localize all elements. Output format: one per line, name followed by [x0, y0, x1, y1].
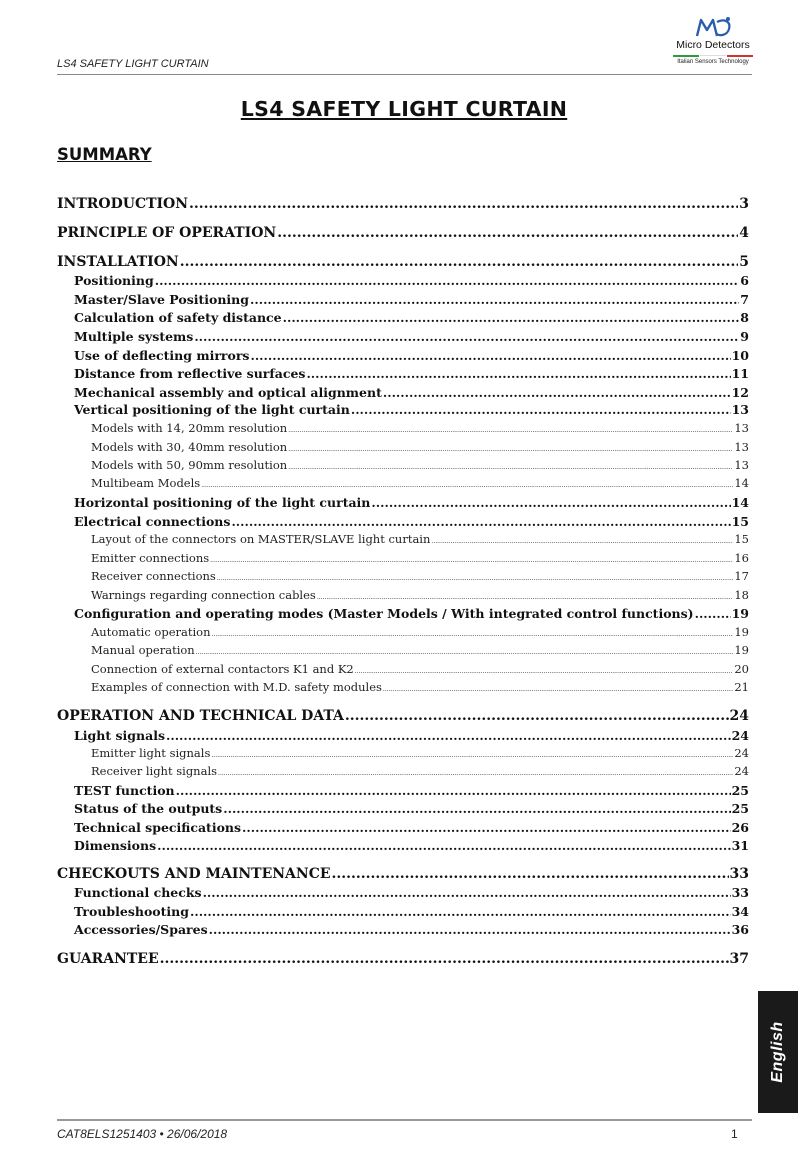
toc-dot-leader: [155, 273, 740, 288]
toc-entry[interactable]: [91, 551, 749, 569]
toc-entry[interactable]: [91, 588, 749, 606]
toc-dot-leader: [351, 402, 731, 417]
toc-entry-title: Models with 50, 90mm resolution: [91, 458, 288, 472]
toc-entry[interactable]: [91, 625, 749, 643]
toc-entry-page: 6: [740, 273, 749, 288]
toc-dot-leader: [217, 575, 734, 582]
toc-entry-page: 14: [734, 476, 749, 490]
toc-entry[interactable]: [74, 385, 749, 403]
toc-dot-leader: [431, 538, 733, 545]
language-tab: [758, 991, 798, 1113]
toc-entry-page: 19: [734, 643, 749, 657]
toc-entry-title: Configuration and operating modes (Master Models / With integrated control functions): [74, 606, 694, 621]
toc-entry-title: TEST function: [74, 783, 175, 798]
toc-entry-title: Accessories/Spares: [74, 922, 208, 937]
toc-dot-leader: [250, 292, 739, 307]
toc-entry-page: 26: [731, 820, 749, 835]
toc-entry-page: 13: [734, 421, 749, 435]
toc-entry[interactable]: [91, 569, 749, 587]
toc-entry-title: Positioning: [74, 273, 154, 288]
toc-dot-leader: [203, 885, 731, 900]
toc-entry-title: GUARANTEE: [57, 951, 159, 967]
toc-entry[interactable]: [74, 292, 749, 310]
toc-entry-title: Emitter connections: [91, 551, 210, 565]
toc-entry-page: 5: [739, 254, 749, 270]
toc-dot-leader: [277, 225, 738, 241]
toc-entry-page: 7: [740, 292, 749, 307]
toc-entry-page: 36: [731, 922, 749, 937]
toc-dot-leader: [212, 631, 734, 638]
toc-dot-leader: [180, 254, 739, 270]
toc-entry-page: 11: [731, 366, 749, 381]
language-tab-label: English: [769, 1021, 786, 1083]
toc-entry-title: OPERATION AND TECHNICAL DATA: [57, 708, 344, 724]
toc-entry[interactable]: [74, 514, 749, 532]
toc-entry-title: Calculation of safety distance: [74, 310, 282, 325]
toc-dot-leader: [371, 495, 730, 510]
toc-entry[interactable]: [74, 904, 749, 922]
toc-entry[interactable]: [74, 310, 749, 328]
toc-entry[interactable]: [91, 476, 749, 494]
toc-entry-title: Warnings regarding connection cables: [91, 588, 316, 602]
toc-entry-page: 25: [731, 783, 749, 798]
toc-entry-page: 16: [734, 551, 749, 565]
toc-entry-page: 18: [734, 588, 749, 602]
toc-entry-page: 13: [734, 458, 749, 472]
toc-dot-leader: [157, 838, 730, 853]
toc-dot-leader: [218, 770, 733, 777]
toc-entry-page: 21: [734, 680, 749, 694]
toc-entry[interactable]: [91, 458, 749, 476]
toc-dot-leader: [345, 708, 729, 724]
logo-tagline: Italian Sensors Technology: [677, 59, 749, 65]
toc-entry-page: 14: [731, 495, 749, 510]
toc-dot-leader: [189, 196, 738, 212]
toc-entry-title: Examples of connection with M.D. safety modules: [91, 680, 382, 694]
toc-entry-page: 10: [731, 348, 749, 363]
logo-brand-text: Micro Detectors: [676, 39, 750, 51]
toc-dot-leader: [190, 904, 731, 919]
toc-entry[interactable]: [57, 951, 749, 973]
toc-dot-leader: [209, 922, 731, 937]
toc-entry-page: 9: [740, 329, 749, 344]
toc-entry-title: INSTALLATION: [57, 254, 179, 270]
toc-entry-title: Layout of the connectors on MASTER/SLAVE light curtain: [91, 532, 431, 546]
toc-entry-title: Functional checks: [74, 885, 202, 900]
toc-entry-title: INTRODUCTION: [57, 196, 189, 212]
toc-entry-title: Automatic operation: [91, 625, 211, 639]
toc-entry[interactable]: [57, 225, 749, 247]
toc-dot-leader: [288, 427, 733, 434]
toc-entry-title: Electrical connections: [74, 514, 231, 529]
toc-entry-page: 19: [731, 606, 749, 621]
document-title: LS4 SAFETY LIGHT CURTAIN: [240, 97, 568, 121]
toc-entry-page: 12: [731, 385, 749, 400]
toc-entry-page: 34: [731, 904, 749, 919]
toc-entry-page: 15: [734, 532, 749, 546]
toc-entry[interactable]: [91, 440, 749, 458]
toc-dot-leader: [196, 649, 734, 656]
toc-entry[interactable]: [74, 783, 749, 801]
toc-entry-title: PRINCIPLE OF OPERATION: [57, 225, 277, 241]
toc-dot-leader: [250, 348, 730, 363]
toc-entry[interactable]: [91, 680, 749, 698]
toc-entry-title: Use of deflecting mirrors: [74, 348, 250, 363]
toc-entry-page: 24: [729, 708, 749, 724]
toc-entry-page: 4: [739, 225, 749, 241]
toc-dot-leader: [383, 385, 731, 400]
toc-entry[interactable]: [91, 643, 749, 661]
toc-entry-title: Mechanical assembly and optical alignment: [74, 385, 382, 400]
toc-entry[interactable]: [74, 922, 749, 940]
toc-dot-leader: [194, 329, 739, 344]
toc-entry-page: 33: [731, 885, 749, 900]
toc-entry-title: Dimensions: [74, 838, 157, 853]
toc-dot-leader: [223, 801, 730, 816]
toc-entry-page: 25: [731, 801, 749, 816]
toc-entry[interactable]: [74, 273, 749, 291]
toc-entry-title: Emitter light signals: [91, 746, 211, 760]
toc-entry[interactable]: [91, 532, 749, 550]
toc-dot-leader: [317, 594, 734, 601]
toc-entry-title: Light signals: [74, 728, 165, 743]
toc-entry-page: 8: [740, 310, 749, 325]
toc-dot-leader: [242, 820, 731, 835]
toc-entry-title: Distance from reflective surfaces: [74, 366, 306, 381]
toc-entry[interactable]: [74, 606, 749, 624]
toc-entry-page: 24: [734, 764, 749, 778]
toc-entry[interactable]: [91, 662, 749, 680]
toc-entry[interactable]: [91, 746, 749, 764]
toc-entry[interactable]: [91, 421, 749, 439]
toc-entry-title: Receiver connections: [91, 569, 216, 583]
toc-entry-title: Receiver light signals: [91, 764, 218, 778]
toc-dot-leader: [288, 464, 733, 471]
toc-entry-page: 37: [729, 951, 749, 967]
toc-entry[interactable]: [74, 402, 749, 420]
toc-entry[interactable]: [74, 329, 749, 347]
toc-dot-leader: [210, 557, 733, 564]
toc-entry-title: Multiple systems: [74, 329, 194, 344]
toc-dot-leader: [332, 866, 729, 882]
toc-entry[interactable]: [74, 348, 749, 366]
summary-heading: SUMMARY: [57, 145, 152, 164]
footer-page-number: 1: [731, 1127, 738, 1141]
toc-entry-title: Vertical positioning of the light curtain: [74, 402, 350, 417]
toc-entry-title: Models with 14, 20mm resolution: [91, 421, 288, 435]
toc-dot-leader: [160, 951, 729, 967]
toc-entry-page: 24: [734, 746, 749, 760]
toc-entry-page: 20: [734, 662, 749, 676]
toc-entry[interactable]: [57, 708, 749, 730]
toc-entry-page: 31: [731, 838, 749, 853]
toc-entry-title: Models with 30, 40mm resolution: [91, 440, 288, 454]
toc-dot-leader: [695, 606, 731, 621]
toc-entry[interactable]: [74, 366, 749, 384]
toc-entry-page: 17: [734, 569, 749, 583]
toc-entry-title: CHECKOUTS AND MAINTENANCE: [57, 866, 331, 882]
toc-entry[interactable]: [74, 495, 749, 513]
toc-entry-title: Manual operation: [91, 643, 195, 657]
toc-entry-title: Horizontal positioning of the light curtain: [74, 495, 371, 510]
toc-entry-page: 33: [729, 866, 749, 882]
toc-entry[interactable]: [57, 196, 749, 218]
toc-entry[interactable]: [74, 820, 749, 838]
toc-entry-page: 13: [734, 440, 749, 454]
toc-entry[interactable]: [74, 801, 749, 819]
toc-dot-leader: [166, 728, 731, 743]
toc-entry-title: Troubleshooting: [74, 904, 189, 919]
toc-entry[interactable]: [91, 764, 749, 782]
toc-entry-title: Connection of external contactors K1 and K2: [91, 662, 354, 676]
toc-entry-page: 15: [731, 514, 749, 529]
toc-dot-leader: [201, 482, 733, 489]
toc-entry-page: 19: [734, 625, 749, 639]
toc-dot-leader: [288, 446, 733, 453]
toc-dot-leader: [231, 514, 730, 529]
toc-entry-page: 3: [739, 196, 749, 212]
running-header-title: LS4 SAFETY LIGHT CURTAIN: [57, 58, 209, 70]
toc-dot-leader: [283, 310, 740, 325]
toc-entry-title: Status of the outputs: [74, 801, 223, 816]
toc-entry[interactable]: [74, 885, 749, 903]
toc-dot-leader: [355, 668, 734, 675]
toc-dot-leader: [383, 686, 733, 693]
toc-entry[interactable]: [74, 728, 749, 746]
toc-dot-leader: [211, 752, 733, 759]
toc-entry[interactable]: [74, 838, 749, 856]
toc-entry-title: Technical specifications: [74, 820, 242, 835]
toc-entry-page: 24: [731, 728, 749, 743]
toc-dot-leader: [176, 783, 731, 798]
toc-entry-title: Multibeam Models: [91, 476, 201, 490]
toc-entry-title: Master/Slave Positioning: [74, 292, 250, 307]
toc-entry-page: 13: [731, 402, 749, 417]
toc-dot-leader: [306, 366, 730, 381]
footer-document-code: CAT8ELS1251403 • 26/06/2018: [57, 1127, 228, 1141]
footer-divider: [57, 1119, 752, 1121]
